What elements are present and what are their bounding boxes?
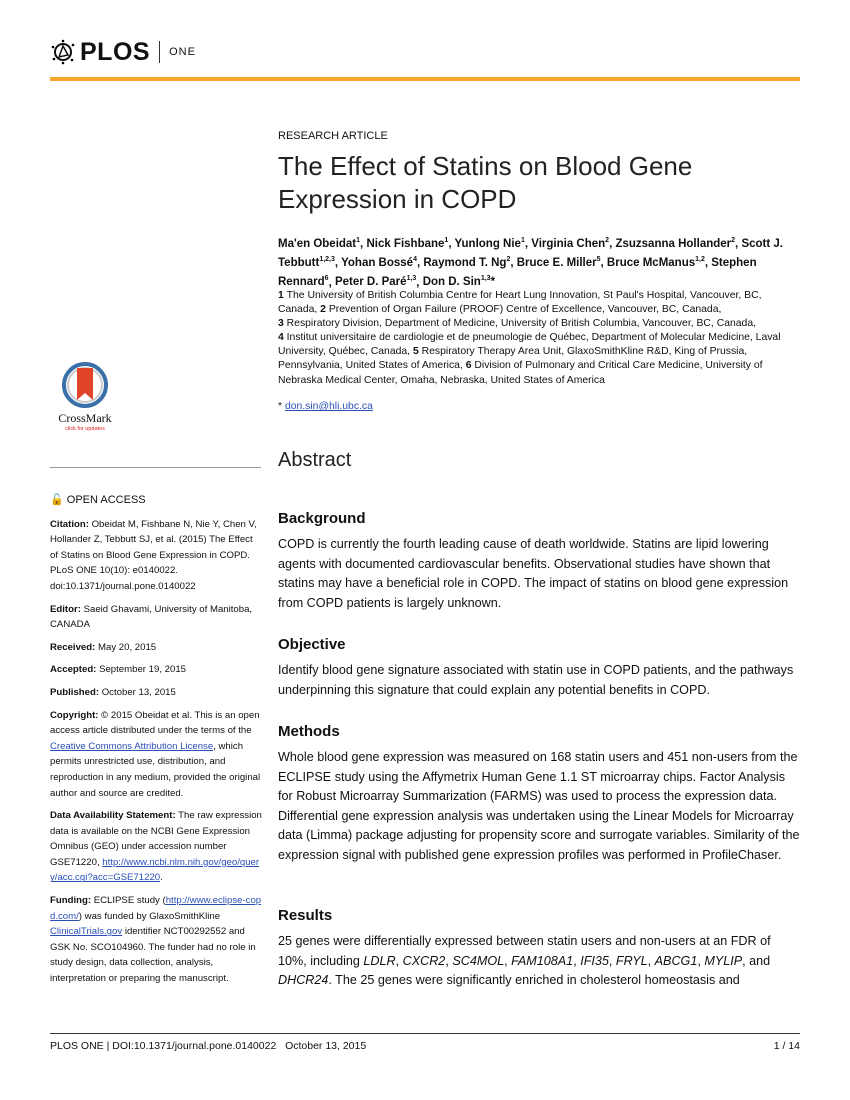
clinicaltrials-link[interactable]: ClinicalTrials.gov	[50, 926, 123, 938]
sidebar-divider	[50, 467, 261, 468]
footer-rule	[50, 1033, 800, 1034]
article-type: RESEARCH ARTICLE	[278, 130, 388, 142]
affiliation: 2 Prevention of Organ Failure (PROOF) Centre of Excellence, Vancouver, BC, Canada,	[320, 304, 722, 316]
gene: LDLR	[363, 953, 396, 968]
author: Zsuzsanna Hollander$^2$	[615, 237, 736, 250]
article-title: The Effect of Statins on Blood Gene Expression in COPD	[278, 151, 693, 214]
author: Yunlong Nie$^1$	[454, 237, 525, 250]
author-list: Ma'en Obeidat$^1$, Nick Fishbane$^1$, Yunlong Nie$^1$, Virginia Chen$^2$, Zsuzsanna Hollander$^2$, Scott J. Tebbutt$^{1,2,3}$, Yohan Bossé$^4$, Raymond T. Ng$^2$, Bruce E. Miller$^5$, Bruce McManus$^{1,2}$, Stephen Rennard$^6$, Peter D. Paré$^{1,3}$, Don D. Sin$^{1,3}$*	[278, 237, 783, 289]
article-info-sidebar: 🔓 OPEN ACCESS Citation: Obeidat M, Fishbane N, Nie Y, Chen V, Hollander Z, Tebbutt SJ, et al. (2015) The Effect of Statins on Blood Gene Expression in COPD. PLoS ONE 10(10): e0140022. doi:10.1371/journal.pone.0140022 Editor: Saeid Ghavami, University of Manitoba, CANADA Received: May 20, 2015 Accepted: September 19, 2015 Published: October 13, 2015 Copyright: © 2015 Obeidat et al. This is an open access article distributed under the terms of the Creative Commons Attribution License, which permits unrestricted use, distribution, and reproduction in any medium, provided the original author and source are credited. Data Availability Statement: The raw expression data is available on the NCBI Gene Expression Omnibus (GEO) under accession number GSE71220, http://www.ncbi.nlm.nih.gov/geo/query/acc.cgi?acc=GSE71220. Funding: ECLIPSE study (http://www.eclipse-copd.com/) was funded by GlaxoSmithKline ClinicalTrials.gov identifier NCT00292552 and GSK No. SCO104960. The funder had no role in study design, data collection, analysis, interpretation or preparing the manuscript.	[50, 493, 262, 994]
editor: Editor: Saeid Ghavami, University of Manitoba, CANADA	[50, 603, 253, 631]
gene: FAM108A1	[511, 953, 574, 968]
affiliation: 4 Institut universitaire de cardiologie et de pneumologie de Québec, Department of Molecular Medicine, Laval University, Québec, Canada,	[278, 332, 781, 358]
objective-text: Identify blood gene signature associated with statin use in COPD patients, and the pathways underpinning this signature that could explain any potential benefits in COPD.	[278, 663, 794, 697]
results-text: 25 genes were differentially expressed between statin users and non-users at an FDR of 10%, including LDLR, CXCR2, SC4MOL, FAM108A1, IFI35, FRYL, ABCG1, MYLIP, and DHCR24. The 25 genes were significantly enriched in cholesterol homeostasis and	[278, 934, 771, 987]
lock-open-icon: 🔓	[50, 494, 64, 506]
eclipse-link[interactable]: http://www.eclipse-copd.com/	[50, 895, 262, 922]
plos-one-logo	[50, 38, 196, 66]
methods-text: Whole blood gene expression was measured on 168 statin users and 451 non-users from the ECLIPSE study using the Affymetrix Human Gene 1.1 ST microarray chips. Factor Analysis for Robust Microarray Summarization (FARMS) was used to process the expression data. Differential gene expression analysis was undertaken using the Linear Models for Microarray data (Limma) package adjusting for propensity score and surrogate variables. Similarity of the expression signal with published gene expression profiles was performed in ProfileChaser.	[278, 750, 800, 862]
author: Yohan Bossé$^4$	[341, 256, 417, 270]
license-link[interactable]: Creative Commons Attribution License	[50, 740, 214, 752]
corresponding-email: * don.sin@hli.ubc.ca	[278, 401, 373, 412]
funding: Funding: ECLIPSE study (http://www.eclipse-copd.com/) was funded by GlaxoSmithKline ClinicalTrials.gov identifier NCT00292552 and GSK No. SCO104960. The funder had no role in study design, data collection, analysis, interpretation or preparing the manuscript.	[50, 895, 262, 985]
author: Virginia Chen$^2$	[531, 237, 610, 250]
gene: ABCG1	[654, 953, 698, 968]
affiliation: 6 Division of Pulmonary and Critical Care Medicine, University of Nebraska Medical Center, Omaha, Nebraska, United States of America	[278, 360, 763, 386]
gene: FRYL	[615, 953, 648, 968]
data-availability: Data Availability Statement: The raw expression data is available on the NCBI Gene Expression Omnibus (GEO) under accession number GSE71220, http://www.ncbi.nlm.nih.gov/geo/query/acc.cgi?acc=GSE71220.	[50, 810, 262, 884]
author: Raymond T. Ng$^2$	[423, 256, 511, 270]
gene: MYLIP	[704, 953, 743, 968]
page-number: 1 / 14	[773, 1040, 800, 1052]
author: Ma'en Obeidat$^1$	[278, 237, 361, 250]
citation: Citation: Obeidat M, Fishbane N, Nie Y, Chen V, Hollander Z, Tebbutt SJ, et al. (2015) The Effect of Statins on Blood Gene Expression in COPD. PLoS ONE 10(10): e0140022. doi:10.1371/journal.pone.0140022	[50, 518, 257, 592]
plos-globe-icon	[50, 39, 76, 65]
author: Scott J. Tebbutt$^{1,2,3}$	[278, 237, 783, 270]
affiliation: 5 Respiratory Therapy Area Unit, GlaxoSmithKline R&D, King of Prussia, Pennsylvania, United States of America,	[278, 346, 748, 372]
copyright: Copyright: © 2015 Obeidat et al. This is an open access article distributed under the terms of the Creative Commons Attribution License, which permits unrestricted use, distribution, and reproduction in any medium, provided the original author and source are credited.	[50, 709, 261, 799]
journal-sub: ONE	[169, 46, 196, 58]
affiliation: 3 Respiratory Division, Department of Medicine, University of British Columbia, Vancouver, BC, Canada,	[278, 318, 756, 330]
author: Peter D. Paré$^{1,3}$	[334, 275, 417, 289]
author: Don D. Sin$^{1,3}$*	[422, 275, 496, 289]
published: Published: October 13, 2015	[50, 686, 176, 698]
accepted: Accepted: September 19, 2015	[50, 664, 187, 676]
crossmark-icon	[61, 362, 109, 408]
journal-name: PLOS	[80, 37, 151, 66]
author: Stephen Rennard$^6$	[278, 257, 757, 289]
gene: CXCR2	[402, 953, 446, 968]
objective-heading: Objective	[278, 636, 346, 653]
results-heading: Results	[278, 907, 333, 924]
abstract-heading: Abstract	[278, 449, 352, 471]
header-rule	[50, 77, 800, 81]
gene: SC4MOL	[452, 953, 505, 968]
crossmark-badge[interactable]: CrossMark click for updates	[50, 362, 120, 432]
author: Bruce McManus$^{1,2}$	[606, 256, 705, 270]
gene: IFI35	[580, 953, 609, 968]
background-heading: Background	[278, 510, 366, 527]
background-text: COPD is currently the fourth leading cause of death worldwide. Statins are lipid lowering agents with documented cardiovascular benefits. Observational studies have shown that statins may have a beneficial role in COPD. The impact of statins on blood gene expression from COPD patients is largely unknown.	[278, 537, 789, 610]
geo-link[interactable]: http://www.ncbi.nlm.nih.gov/geo/query/acc.cgi?acc=GSE71220	[50, 856, 260, 884]
methods-heading: Methods	[278, 723, 340, 740]
author: Nick Fishbane$^1$	[366, 237, 449, 250]
email-link[interactable]: don.sin@hli.ubc.ca	[284, 401, 373, 412]
author: Bruce E. Miller$^5$	[516, 256, 601, 270]
received: Received: May 20, 2015	[50, 641, 157, 653]
affiliations	[278, 289, 802, 388]
affiliation: 1 The University of British Columbia Centre for Heart Lung Innovation, St Paul's Hospital, Vancouver, BC, Canada,	[278, 290, 762, 316]
page-footer: PLOS ONE | DOI:10.1371/journal.pone.0140022 October 13, 2015 1 / 14	[50, 1040, 800, 1052]
